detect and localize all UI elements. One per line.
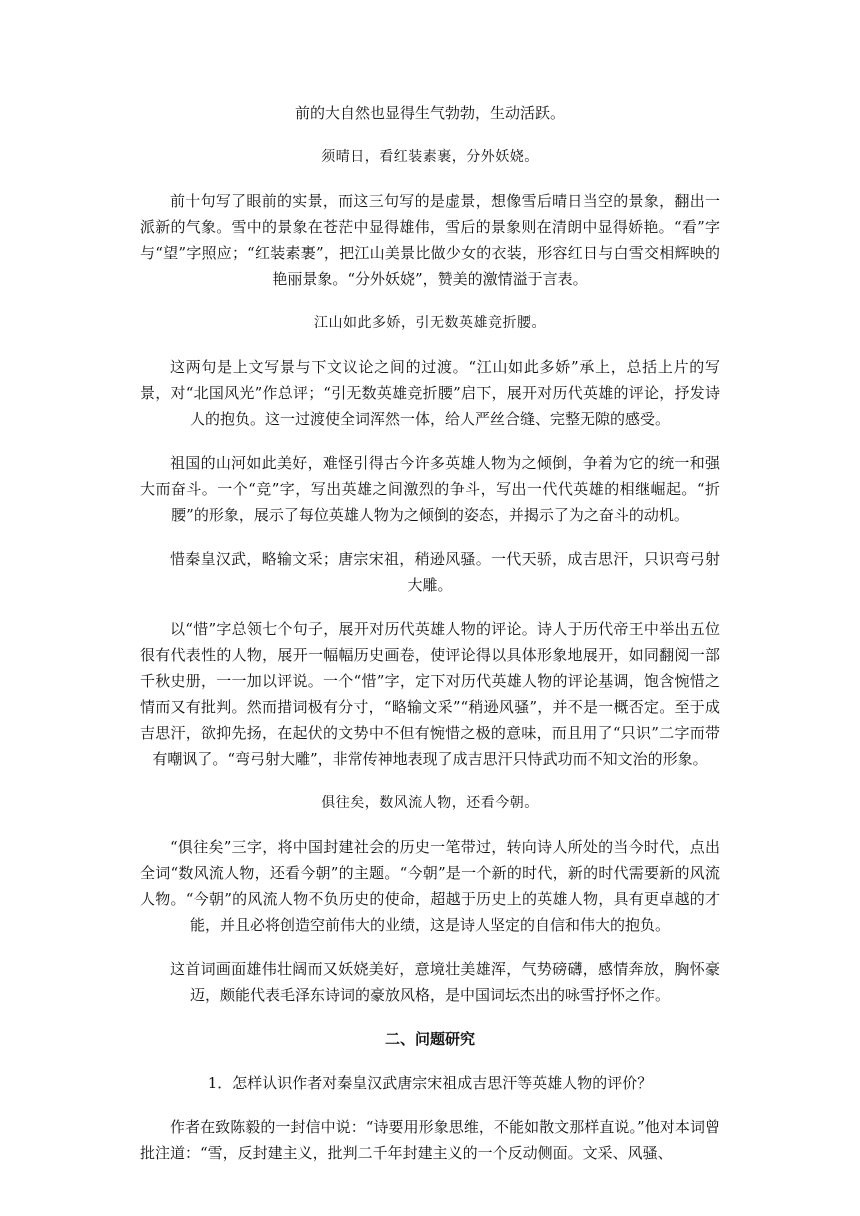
paragraph-2: 前十句写了眼前的实景，而这三句写的是虚景，想像雪后晴日当空的景象，翻出一派新的气象。雪中的景象在苍茫中显得雄伟，雪后的景象则在清朗中显得娇艳。“看”字与“望”字照应；“红装素裹”，把江山美景比做少女的衣装，形容红日与白雪交相辉映的艳丽景象。“分外妖娆”，赞美的激情溢于言表。 xyxy=(140,192,720,288)
poem-quote-4: 俱往矣，数风流人物，还看今朝。 xyxy=(321,795,539,811)
paragraph-4: 祖国的山河如此美好，难怪引得古今许多英雄人物为之倾倒，争着为它的统一和强大而奋斗。一个“竞”字，写出英雄之间激烈的争斗，写出一代代英雄的相继崛起。“折腰”的形象，展示了每位英雄人物为之倾倒的姿态，并揭示了为之奋斗的动机。 xyxy=(140,454,720,524)
poem-quote-3: 惜秦皇汉武，略输文采；唐宗宋祖，稍逊风骚。一代天骄，成吉思汗，只识弯弓射大雕。 xyxy=(170,550,720,594)
paragraph-1: 前的大自然也显得生气勃勃，生动活跃。 xyxy=(294,104,565,122)
poem-quote-1: 须晴日，看红装素裹，分外妖娆。 xyxy=(321,149,539,165)
paragraph-8: 作者在致陈毅的一封信中说：“诗要用形象思维，不能如散文那样直说。”他对本词曾批注道：“雪，反封建主义，批判二千年封建主义的一个反动侧面。文采、风骚、 xyxy=(140,1118,720,1162)
question-1: 1．怎样认识作者对秦皇汉武唐宗宋祖成吉思汗等英雄人物的评价？ xyxy=(207,1074,653,1092)
poem-quote-2: 江山如此多娇，引无数英雄竞折腰。 xyxy=(314,315,546,331)
document-page xyxy=(140,100,720,1184)
section-heading: 二、问题研究 xyxy=(384,1030,475,1048)
paragraph-7: 这首词画面雄伟壮阔而又妖娆美好，意境壮美雄浑，气势磅礴，感情奔放，胸怀豪迈，颇能代表毛泽东诗词的豪放风格，是中国词坛杰出的咏雪抒怀之作。 xyxy=(170,960,720,1004)
paragraph-3: 这两句是上文写景与下文议论之间的过渡。“江山如此多娇”承上，总括上片的写景，对“北国风光”作总评；“引无数英雄竞折腰”启下，展开对历代英雄的评论，抒发诗人的抱负。这一过渡使全词浑然一体，给人严丝合缝、完整无隙的感受。 xyxy=(140,358,720,428)
paragraph-5: 以“惜”字总领七个句子，展开对历代英雄人物的评论。诗人于历代帝王中举出五位很有代表性的人物，展开一幅幅历史画卷，使评论得以具体形象地展开，如同翻阅一部千秋史册，一一加以评说。一个“惜”字，定下对历代英雄人物的评论基调，饱含惋惜之情而又有批判。然而措词极有分寸，“略输文采”“稍逊风骚”，并不是一概否定。至于成吉思汗，欲抑先扬，在起伏的文势中不但有惋惜之极的意味，而且用了“只识”二字而带有嘲讽了。“弯弓射大雕”，非常传神地表现了成吉思汗只恃武功而不知文治的形象。 xyxy=(140,620,720,768)
paragraph-6: “俱往矣”三字，将中国封建社会的历史一笔带过，转向诗人所处的当今时代，点出全词“数风流人物，还看今朝”的主题。“今朝”是一个新的时代，新的时代需要新的风流人物。“今朝”的风流人物不负历史的使命，超越于历史上的英雄人物，具有更卓越的才能，并且必将创造空前伟大的业绩，这是诗人坚定的自信和伟大的抱负。 xyxy=(140,838,720,934)
